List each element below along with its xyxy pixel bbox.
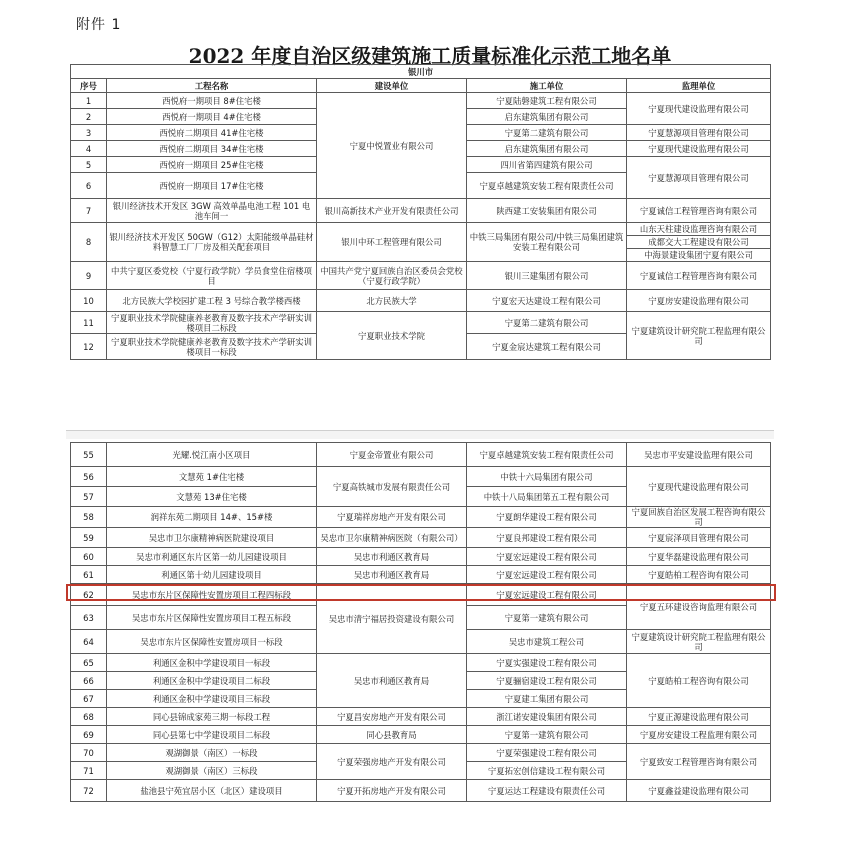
row-number: 71 <box>71 762 107 780</box>
row-number: 55 <box>71 443 107 467</box>
supervisor-unit: 宁夏五环建设咨询监理有限公司 <box>627 584 771 630</box>
row-number: 63 <box>71 606 107 630</box>
supervisor-unit: 宁夏华磊建设监理有限公司 <box>627 548 771 566</box>
table-row <box>71 467 771 487</box>
header-builder: 建设单位 <box>317 79 467 93</box>
project-name: 吴忠市利通区东片区第一幼儿园建设项目 <box>107 548 317 566</box>
table-row <box>71 290 771 312</box>
row-number: 56 <box>71 467 107 487</box>
supervisor-unit: 宁夏鑫益建设监理有限公司 <box>627 780 771 802</box>
builder-unit: 同心县教育局 <box>317 726 467 744</box>
builder-unit: 中国共产党宁夏回族自治区委员会党校（宁夏行政学院） <box>317 262 467 290</box>
project-name: 光耀.悦江南小区项目 <box>107 443 317 467</box>
project-name: 西悦府一期项目 25#住宅楼 <box>107 157 317 173</box>
row-number: 1 <box>71 93 107 109</box>
contractor-unit: 浙江诺安建设集团有限公司 <box>467 708 627 726</box>
table-row <box>71 262 771 290</box>
project-name: 宁夏职业技术学院健康养老教育及数字技术产学研实训楼项目二标段 <box>107 312 317 334</box>
row-number: 60 <box>71 548 107 566</box>
contractor-unit: 宁夏金宸达建筑工程有限公司 <box>467 334 627 360</box>
contractor-unit: 宁夏宏远建设工程有限公司 <box>467 548 627 566</box>
contractor-unit: 宁夏骊宿建设工程有限公司 <box>467 672 627 690</box>
builder-unit: 宁夏荣强房地产开发有限公司 <box>317 744 467 780</box>
project-name: 观湖御景（南区）三标段 <box>107 762 317 780</box>
contractor-unit: 宁夏运达工程建设有限责任公司 <box>467 780 627 802</box>
bottom-table-panel <box>70 442 770 802</box>
top-table-body <box>71 65 771 360</box>
row-number: 10 <box>71 290 107 312</box>
row-number: 65 <box>71 654 107 672</box>
table-row <box>71 584 771 606</box>
project-name: 吴忠市东片区保障性安置房项目工程四标段 <box>107 584 317 606</box>
table-row <box>71 93 771 109</box>
header-contractor: 施工单位 <box>467 79 627 93</box>
bottom-table-body <box>71 443 771 802</box>
supervisor-unit-item: 中海景建设集团宁夏有限公司 <box>627 248 770 261</box>
table-row <box>71 744 771 762</box>
row-number: 4 <box>71 141 107 157</box>
table-row <box>71 507 771 528</box>
supervisor-unit: 宁夏致安工程管理咨询有限公司 <box>627 744 771 780</box>
row-number: 9 <box>71 262 107 290</box>
project-name: 文慧苑 1#住宅楼 <box>107 467 317 487</box>
table-row <box>71 726 771 744</box>
project-name: 文慧苑 13#住宅楼 <box>107 487 317 507</box>
project-name: 西悦府二期项目 34#住宅楼 <box>107 141 317 157</box>
page-break-divider <box>66 430 774 439</box>
builder-unit: 吴忠市利通区教育局 <box>317 548 467 566</box>
contractor-unit: 启东建筑集团有限公司 <box>467 109 627 125</box>
project-name: 西悦府一期项目 17#住宅楼 <box>107 173 317 199</box>
builder-unit: 宁夏金帝置业有限公司 <box>317 443 467 467</box>
table-row <box>71 443 771 467</box>
supervisor-unit: 宁夏慧源项目管理有限公司 <box>627 125 771 141</box>
builder-unit: 银川中环工程管理有限公司 <box>317 223 467 262</box>
supervisor-unit: 宁夏慧源项目管理有限公司 <box>627 157 771 199</box>
project-name: 盐池县宁苑宜居小区（北区）建设项目 <box>107 780 317 802</box>
contractor-unit: 四川省第四建筑有限公司 <box>467 157 627 173</box>
row-number: 67 <box>71 690 107 708</box>
table-row <box>71 223 771 262</box>
builder-unit: 宁夏瑞祥房地产开发有限公司 <box>317 507 467 528</box>
row-number: 58 <box>71 507 107 528</box>
project-name: 润祥东苑二期项目 14#、15#楼 <box>107 507 317 528</box>
row-number: 5 <box>71 157 107 173</box>
row-number: 66 <box>71 672 107 690</box>
builder-unit: 宁夏开拓房地产开发有限公司 <box>317 780 467 802</box>
table-row <box>71 780 771 802</box>
row-number: 69 <box>71 726 107 744</box>
table-row <box>71 708 771 726</box>
row-number: 2 <box>71 109 107 125</box>
document-title: 2022 年度自治区级建筑施工质量标准化示范工地名单 <box>188 44 672 68</box>
table-row <box>71 548 771 566</box>
contractor-unit: 中铁十六局集团有限公司 <box>467 467 627 487</box>
supervisor-unit: 宁夏皓柏工程咨询有限公司 <box>627 654 771 708</box>
supervisor-unit: 吴忠市平安建设监理有限公司 <box>627 443 771 467</box>
contractor-unit: 宁夏实强建设工程有限公司 <box>467 654 627 672</box>
header-project: 工程名称 <box>107 79 317 93</box>
contractor-unit: 吴忠市建筑工程公司 <box>467 630 627 654</box>
contractor-unit: 宁夏良邦建设工程有限公司 <box>467 528 627 548</box>
table-row <box>71 528 771 548</box>
project-name: 吴忠市卫尔康精神病医院建设项目 <box>107 528 317 548</box>
city-name: 银川市 <box>71 65 771 79</box>
contractor-unit: 宁夏宏天达建设工程有限公司 <box>467 290 627 312</box>
table-row <box>71 566 771 584</box>
supervisor-unit: 宁夏房安建设工程监理有限公司 <box>627 726 771 744</box>
table-row <box>71 312 771 334</box>
row-number: 70 <box>71 744 107 762</box>
supervisor-unit: 宁夏回族自治区发展工程咨询有限公司 <box>627 507 771 528</box>
supervisor-unit: 宁夏房安建设监理有限公司 <box>627 290 771 312</box>
project-name: 宁夏职业技术学院健康养老教育及数字技术产学研实训楼项目一标段 <box>107 334 317 360</box>
builder-unit: 吴忠市利通区教育局 <box>317 566 467 584</box>
supervisor-unit: 宁夏建筑设计研究院工程监理有限公司 <box>627 630 771 654</box>
contractor-unit: 宁夏拓宏创信建设工程有限公司 <box>467 762 627 780</box>
project-name: 西悦府一期项目 4#住宅楼 <box>107 109 317 125</box>
project-name: 西悦府一期项目 8#住宅楼 <box>107 93 317 109</box>
contractor-unit: 宁夏第一建筑有限公司 <box>467 606 627 630</box>
contractor-unit: 宁夏陆磐建筑工程有限公司 <box>467 93 627 109</box>
supervisor-unit: 宁夏正源建设监理有限公司 <box>627 708 771 726</box>
project-name: 吴忠市东片区保障性安置房项目一标段 <box>107 630 317 654</box>
attachment-label: 附件 1 <box>76 17 122 33</box>
row-number: 11 <box>71 312 107 334</box>
builder-unit: 吴忠市清宁福居投资建设有限公司 <box>317 584 467 654</box>
supervisor-unit: 宁夏诚信工程管理咨询有限公司 <box>627 199 771 223</box>
project-name: 西悦府二期项目 41#住宅楼 <box>107 125 317 141</box>
supervisor-unit-item: 成都交大工程建设有限公司 <box>627 235 770 248</box>
bottom-table <box>70 442 771 802</box>
supervisor-unit: 宁夏诚信工程管理咨询有限公司 <box>627 262 771 290</box>
row-number: 3 <box>71 125 107 141</box>
project-name: 利通区金积中学建设项目一标段 <box>107 654 317 672</box>
row-number: 59 <box>71 528 107 548</box>
supervisor-unit: 宁夏现代建设监理有限公司 <box>627 93 771 125</box>
header-row <box>71 79 771 93</box>
builder-unit: 宁夏昌安房地产开发有限公司 <box>317 708 467 726</box>
project-name: 观湖御景（南区）一标段 <box>107 744 317 762</box>
project-name: 利通区金积中学建设项目二标段 <box>107 672 317 690</box>
contractor-unit: 宁夏第一建筑有限公司 <box>467 726 627 744</box>
table-row <box>71 199 771 223</box>
table-row <box>71 654 771 672</box>
project-name: 银川经济技术开发区 3GW 高效单晶电池工程 101 电池车间一 <box>107 199 317 223</box>
top-table <box>70 64 771 360</box>
supervisor-unit: 宁夏现代建设监理有限公司 <box>627 467 771 507</box>
project-name: 同心县锦成家苑三期一标段工程 <box>107 708 317 726</box>
top-table-panel <box>70 64 770 360</box>
contractor-unit: 宁夏卓越建筑安装工程有限责任公司 <box>467 443 627 467</box>
header-no: 序号 <box>71 79 107 93</box>
header-supervisor: 监理单位 <box>627 79 771 93</box>
row-number: 61 <box>71 566 107 584</box>
builder-unit: 吴忠市卫尔康精神病医院（有限公司） <box>317 528 467 548</box>
contractor-unit: 宁夏朗华建设工程有限公司 <box>467 507 627 528</box>
builder-unit: 宁夏高铁城市发展有限责任公司 <box>317 467 467 507</box>
row-number: 12 <box>71 334 107 360</box>
contractor-unit: 宁夏建工集团有限公司 <box>467 690 627 708</box>
row-number: 72 <box>71 780 107 802</box>
contractor-unit: 中铁三局集团有限公司/中铁三局集团建筑安装工程有限公司 <box>467 223 627 262</box>
contractor-unit: 中铁十八局集团第五工程有限公司 <box>467 487 627 507</box>
project-name: 吴忠市东片区保障性安置房项目工程五标段 <box>107 606 317 630</box>
contractor-unit: 陕西建工安装集团有限公司 <box>467 199 627 223</box>
builder-unit: 宁夏中悦置业有限公司 <box>317 93 467 199</box>
supervisor-unit: 宁夏建筑设计研究院工程监理有限公司 <box>627 312 771 360</box>
contractor-unit: 宁夏宏远建设工程有限公司 <box>467 566 627 584</box>
supervisor-unit: 宁夏皓柏工程咨询有限公司 <box>627 566 771 584</box>
contractor-unit: 银川三建集团有限公司 <box>467 262 627 290</box>
builder-unit: 吴忠市利通区教育局 <box>317 654 467 708</box>
contractor-unit: 启东建筑集团有限公司 <box>467 141 627 157</box>
row-number: 68 <box>71 708 107 726</box>
row-number: 62 <box>71 584 107 606</box>
project-name: 银川经济技术开发区 50GW（G12）太阳能级单晶硅材料智慧工厂厂房及相关配套项目 <box>107 223 317 262</box>
project-name: 北方民族大学校园扩建工程 3 号综合教学楼西楼 <box>107 290 317 312</box>
supervisor-unit: 宁夏现代建设监理有限公司 <box>627 141 771 157</box>
contractor-unit: 宁夏荣强建设工程有限公司 <box>467 744 627 762</box>
contractor-unit: 宁夏卓越建筑安装工程有限责任公司 <box>467 173 627 199</box>
row-number: 7 <box>71 199 107 223</box>
builder-unit: 北方民族大学 <box>317 290 467 312</box>
supervisor-unit-item: 山东天柱建设监理咨询有限公司 <box>639 224 758 234</box>
city-row <box>71 65 771 79</box>
builder-unit: 宁夏职业技术学院 <box>317 312 467 360</box>
row-number: 8 <box>71 223 107 262</box>
project-name: 中共宁夏区委党校（宁夏行政学院）学员食堂住宿楼项目 <box>107 262 317 290</box>
contractor-unit: 宁夏第二建筑有限公司 <box>467 312 627 334</box>
supervisor-unit: 宁夏宸泽项目管理有限公司 <box>627 528 771 548</box>
row-number: 64 <box>71 630 107 654</box>
project-name: 同心县第七中学建设项目二标段 <box>107 726 317 744</box>
row-number: 57 <box>71 487 107 507</box>
row-number: 6 <box>71 173 107 199</box>
contractor-unit: 宁夏宏远建设工程有限公司 <box>467 584 627 606</box>
project-name: 利通区金积中学建设项目三标段 <box>107 690 317 708</box>
project-name: 利通区第十幼儿园建设项目 <box>107 566 317 584</box>
supervisor-unit-list <box>627 223 771 262</box>
contractor-unit: 宁夏第二建筑有限公司 <box>467 125 627 141</box>
builder-unit: 银川高新技术产业开发有限责任公司 <box>317 199 467 223</box>
